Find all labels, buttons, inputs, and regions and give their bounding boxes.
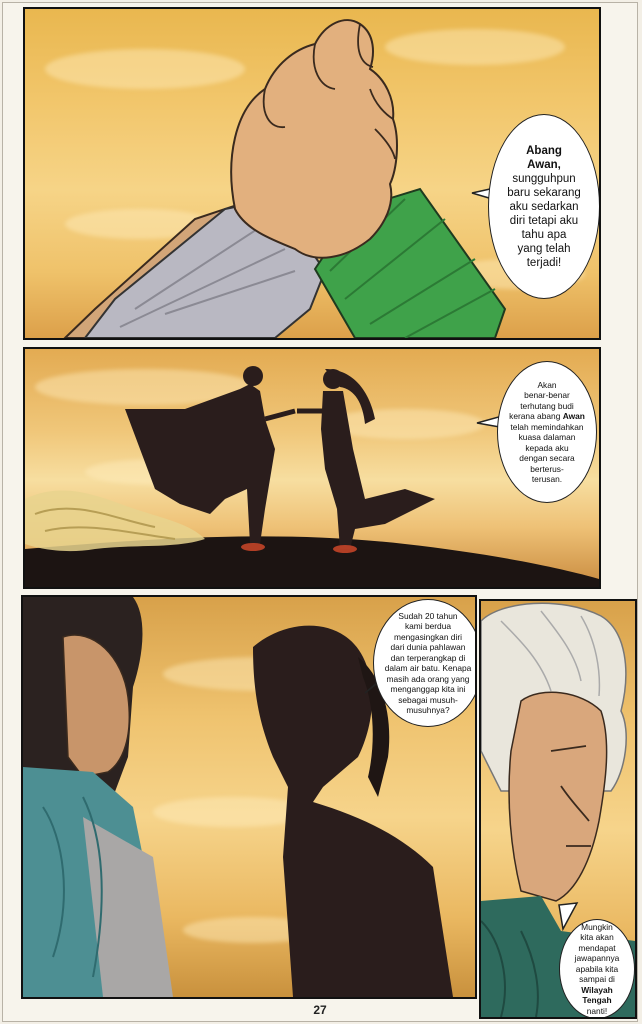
panel-two-figures [21,595,477,999]
page-number: 27 [313,1003,327,1017]
speech-line: sungguhpun [512,172,576,185]
speech-line: diri tetapi aku [509,214,579,227]
speech-line: kita akan [580,932,614,943]
speech-line: benar-benar [524,390,570,400]
speech-line: musuhnya? [406,705,450,715]
speech-line: Abang [526,144,562,157]
speech-line: apabila kita [575,963,619,974]
speech-line: menganggap kita ini [390,684,466,694]
speech-line: sampai di [579,974,615,985]
speech-line: tahu apa [521,228,567,241]
speech-line: Sudah 20 tahun [398,610,458,621]
speech-line: mendapat [578,942,616,953]
speech-line: Awan, [527,158,561,171]
speech-line: aku sedarkan [509,200,579,213]
speech-line: kami berdua [404,621,452,631]
speech-line: kepada aku [525,442,569,453]
speech-line: jawapannya [574,953,620,964]
speech-line: masih ada orang yang [386,673,470,684]
speech-place-name: Wilayah [581,984,613,995]
panel-clasped-hands [23,7,601,340]
speech-line: terusan. [531,474,563,484]
speech-line: telah memindahkan [510,421,584,432]
speech-bubble-panel-2 [497,361,597,503]
speech-bubble-panel-1 [488,114,600,299]
speech-line: Mungkin [581,921,613,932]
speech-line: terhutang budi [520,400,574,411]
speech-line: kuasa dalaman [518,432,576,442]
panel-silhouettes [23,347,601,589]
speech-place-name: Tengah [582,995,612,1006]
speech-line: dengan secara [519,453,575,463]
speech-line: dari dunia pahlawan [390,642,466,652]
speech-line: yang telah [517,242,571,255]
speech-line: terjadi! [526,256,562,269]
comic-page [2,2,638,1022]
speech-line: dalam air batu. Kenapa [384,663,472,673]
speech-line: kerana abang [509,411,561,421]
speech-line: Akan [537,379,557,390]
speech-name: Awan [562,411,585,421]
speech-line: nanti! [586,1005,608,1016]
speech-line: sebagai musuh- [398,694,458,705]
speech-bubble-panel-3 [373,599,477,727]
speech-line: mengasingkan diri [394,631,462,642]
speech-line: baru sekarang [507,186,581,199]
speech-line: berterus- [530,463,564,474]
panel-white-haired-man [479,599,637,1019]
speech-line: dan terperangkap di [390,652,466,663]
